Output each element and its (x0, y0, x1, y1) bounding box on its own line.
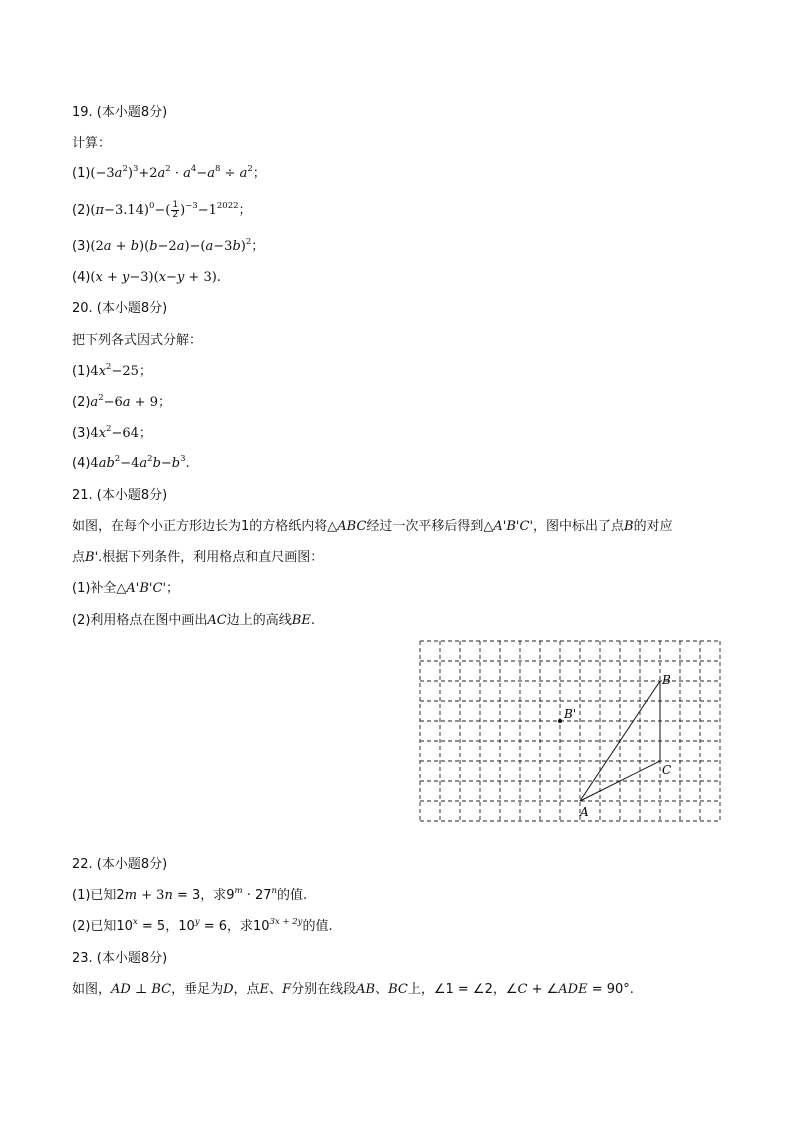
q20-problem-2: $(2)a^2-6a + 9$； (72, 393, 171, 410)
grid-figure (419, 640, 721, 822)
q21-part-2: (2)利用格点在图中画出AC边上的高线BE. (72, 613, 315, 628)
q20-problem-1: $(1)4x^2-25$； (72, 362, 152, 379)
q19-problem-1: $(1)(-3a^2)^3+2a^2 \cdot a^4-a^8 \div a^2$； (72, 164, 266, 181)
q20-intro: 把下列各式因式分解： (72, 333, 203, 348)
q19-problem-3: $(3)(2a + b)(b-2a)-(a-3b)^2$； (72, 237, 265, 254)
label-a: A (580, 805, 589, 819)
q20-problem-3: $(3)4x^2-64$； (72, 424, 152, 441)
grid-lines (420, 641, 720, 821)
q22-header: 22. (本小题8分) (72, 857, 168, 872)
q21-header: 21. (本小题8分) (72, 488, 168, 503)
fraction-one-half: $\frac{1}{2}$ (172, 200, 179, 220)
q21-line-1: 如图，在每个小正方形边长为1的方格纸内将△ABC经过一次平移后得到△A'B'C'，图中标出了点B的对应 (72, 519, 673, 534)
label-b-prime: B' (564, 707, 577, 721)
q20-header: 20. (本小题8分) (72, 301, 168, 316)
q21-part-1: (1)补全△A'B'C'； (72, 581, 180, 596)
q20-problem-4: $(4)4ab^2-4a^2b-b^3$. (72, 454, 190, 471)
q21-line-2: 点B'.根据下列条件，利用格点和直尺画图： (72, 550, 324, 565)
q23-header: 23. (本小题8分) (72, 951, 168, 966)
point-b-prime (558, 719, 562, 723)
q19-problem-4: (4)(x + y−3)(x−y + 3). (72, 270, 221, 285)
q22-part-2: (2)已知$10^x = 5$，$10^y = 6$，求$10^{3x + 2y}$的值. (72, 917, 333, 934)
q23-line-1: 如图，AD ⊥ BC，垂足为D，点E、F分别在线段AB、BC上，∠1 = ∠2，∠C + ∠ADE = 90°. (72, 982, 634, 997)
q19-header: 19. (本小题8分) (72, 105, 168, 120)
label-c: C (662, 763, 672, 777)
q19-problem-2: $(2)(\pi-3.14)^0-$( $\frac{1}{2}$ )$^{-3}-1^{2022}$； (72, 200, 252, 220)
label-b: B (662, 673, 671, 687)
q22-part-1: (1)已知2m + 3n = 3，求$9^m \cdot 27^n$的值. (72, 886, 308, 903)
q19-intro: 计算： (72, 136, 112, 151)
